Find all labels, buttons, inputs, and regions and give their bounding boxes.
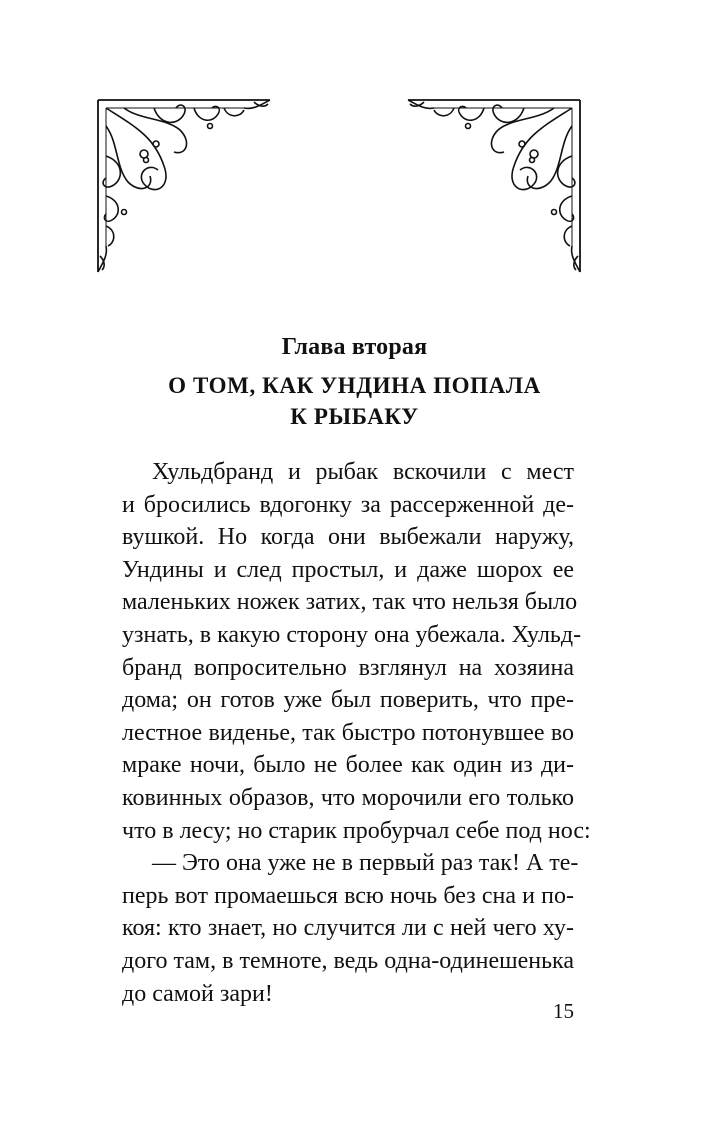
text-line: маленьких ножек затих, так что нельзя было bbox=[122, 589, 578, 616]
text-line: Хульдбранд и рыбак вскочили с мест bbox=[152, 459, 574, 485]
text-line: что в лесу; но старик пробурчал себе под нос: bbox=[122, 817, 591, 844]
corner-ornament-right bbox=[406, 96, 584, 274]
corner-ornament-left bbox=[94, 96, 272, 274]
text-line: мраке ночи, было не более как один из ди- bbox=[122, 752, 574, 779]
chapter-title-line: К РЫБАКУ bbox=[290, 404, 419, 429]
text-line: лестное виденье, так быстро потонувшее во bbox=[122, 719, 574, 746]
text-line: коя: кто знает, но случится ли с ней чего ху- bbox=[122, 915, 574, 942]
text-line: дома; он готов уже был поверить, что пре- bbox=[122, 687, 574, 714]
chapter-label: Глава вторая bbox=[281, 334, 428, 360]
text-line: дого там, в темноте, ведь одна-одинешенька bbox=[122, 947, 574, 974]
text-line: и бросились вдогонку за рассерженной де- bbox=[122, 491, 574, 518]
body-text bbox=[122, 456, 591, 1010]
corner-flourish-icon bbox=[406, 96, 584, 274]
text-line: узнать, в какую сторону она убежала. Хульд- bbox=[122, 621, 582, 648]
text-line: Ундины и след простыл, и даже шорох ее bbox=[122, 556, 574, 583]
corner-flourish-icon bbox=[94, 96, 272, 274]
text-line: бранд вопросительно взглянул на хозяина bbox=[122, 654, 574, 681]
text-line: перь вот промаешься всю ночь без сна и по- bbox=[122, 882, 574, 909]
page-number: 15 bbox=[553, 999, 574, 1023]
text-line: вушкой. Но когда они выбежали наружу, bbox=[122, 524, 574, 551]
text-line: ковинных образов, что морочили его только bbox=[122, 784, 574, 811]
text-line: — Это она уже не в первый раз так! А те- bbox=[152, 850, 579, 877]
chapter-title-line: О ТОМ, КАК УНДИНА ПОПАЛА bbox=[168, 373, 541, 398]
chapter-title bbox=[0, 370, 709, 432]
text-line: до самой зари! bbox=[122, 980, 273, 1007]
